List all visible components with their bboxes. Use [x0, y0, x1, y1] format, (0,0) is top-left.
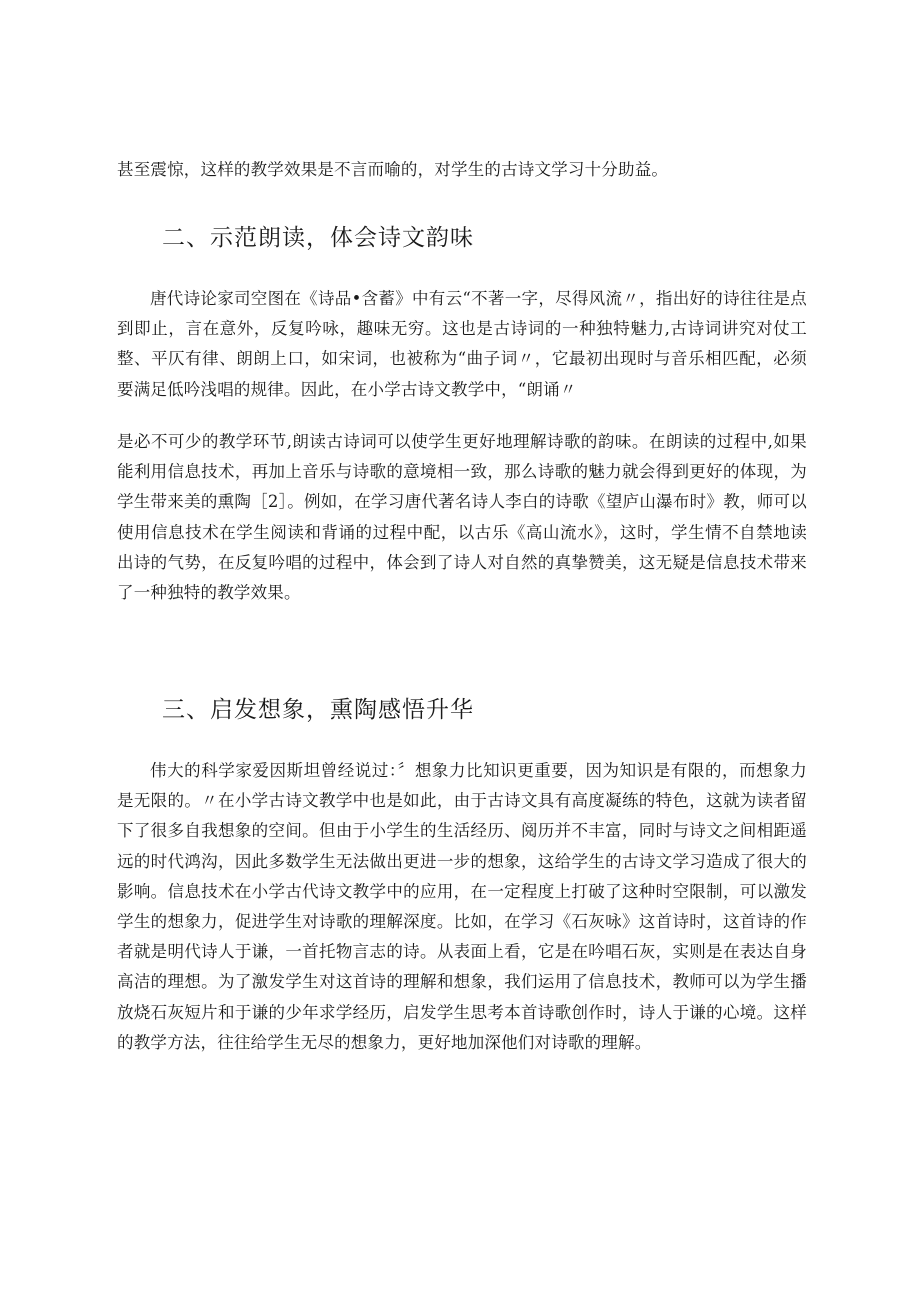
- paragraph-continuation: [117, 155, 807, 185]
- paragraph-quote-intro: [117, 284, 807, 405]
- paragraph-text: 甚至震惊，这样的教学效果是不言而喻的，对学生的古诗文学习十分助益。: [117, 160, 669, 179]
- paragraph-text: 是必不可少的教学环节,朗读古诗词可以使学生更好地理解诗歌的韵味。在朗读的过程中,如果能利用信息技术，再加上音乐与诗歌的意境相一致，那么诗歌的魅力就会得到更好的体现，为学生带来美的熏陶［2］。例如，在学习唐代著名诗人李白的诗歌《望庐山瀑布时》教，师可以使用信息技术在学生阅读和背诵的过程中配，以古乐《高山流水》，这时，学生情不自禁地读出诗的气势，在反复吟唱的过程中，体会到了诗人对自然的真挚赞美，这无疑是信息技术带来了一种独特的教学效果。: [117, 432, 807, 603]
- section-heading-2: 二、示范朗读，体会诗文韵味: [162, 225, 474, 251]
- paragraph-text: 伟大的科学家爱因斯坦曾经说过：〞想象力比知识更重要，因为知识是有限的，而想象力是无限的。〃在小学古诗文教学中也是如此，由于古诗文具有高度凝练的特色，这就为读者留下了很多自我想象的空间。但由于小学生的生活经历、阅历并不丰富，同时与诗文之间相距遥远的时代鸿沟，因此多数学生无法做出更进一步的想象，这给学生的古诗文学习造成了很大的影响。信息技术在小学古代诗文教学中的应用，在一定程度上打破了这种时空限制，可以激发学生的想象力，促进学生对诗歌的理解深度。比如，在学习《石灰咏》这首诗时，这首诗的作者就是明代诗人于谦，一首托物言志的诗。从表面上看，它是在吟唱石灰，实则是在表达自身高洁的理想。为了激发学生对这首诗的理解和想象，我们运用了信息技术，教师可以为学生播放烧石灰短片和于谦的少年求学经历，启发学生思考本首诗歌创作时，诗人于谦的心境。这样的教学方法，往往给学生无尽的想象力，更好地加深他们对诗歌的理解。: [117, 761, 807, 1052]
- paragraph-imagination: [117, 756, 807, 1058]
- paragraph-recitation: [117, 427, 807, 608]
- paragraph-text: 唐代诗论家司空图在《诗品•含蓄》中有云“不著一字，尽得风流〃，指出好的诗往往是点到即止，言在意外，反复吟咏，趣味无穷。这也是古诗词的一种独特魅力,古诗词讲究对仗工整、平仄有律、朗朗上口，如宋词，也被称为“曲子词〃，它最初出现时与音乐相匹配，必须要满足低吟浅唱的规律。因此，在小学古诗文教学中，“朗诵〃: [117, 289, 807, 399]
- section-heading-3: 三、启发想象，熏陶感悟升华: [162, 697, 474, 723]
